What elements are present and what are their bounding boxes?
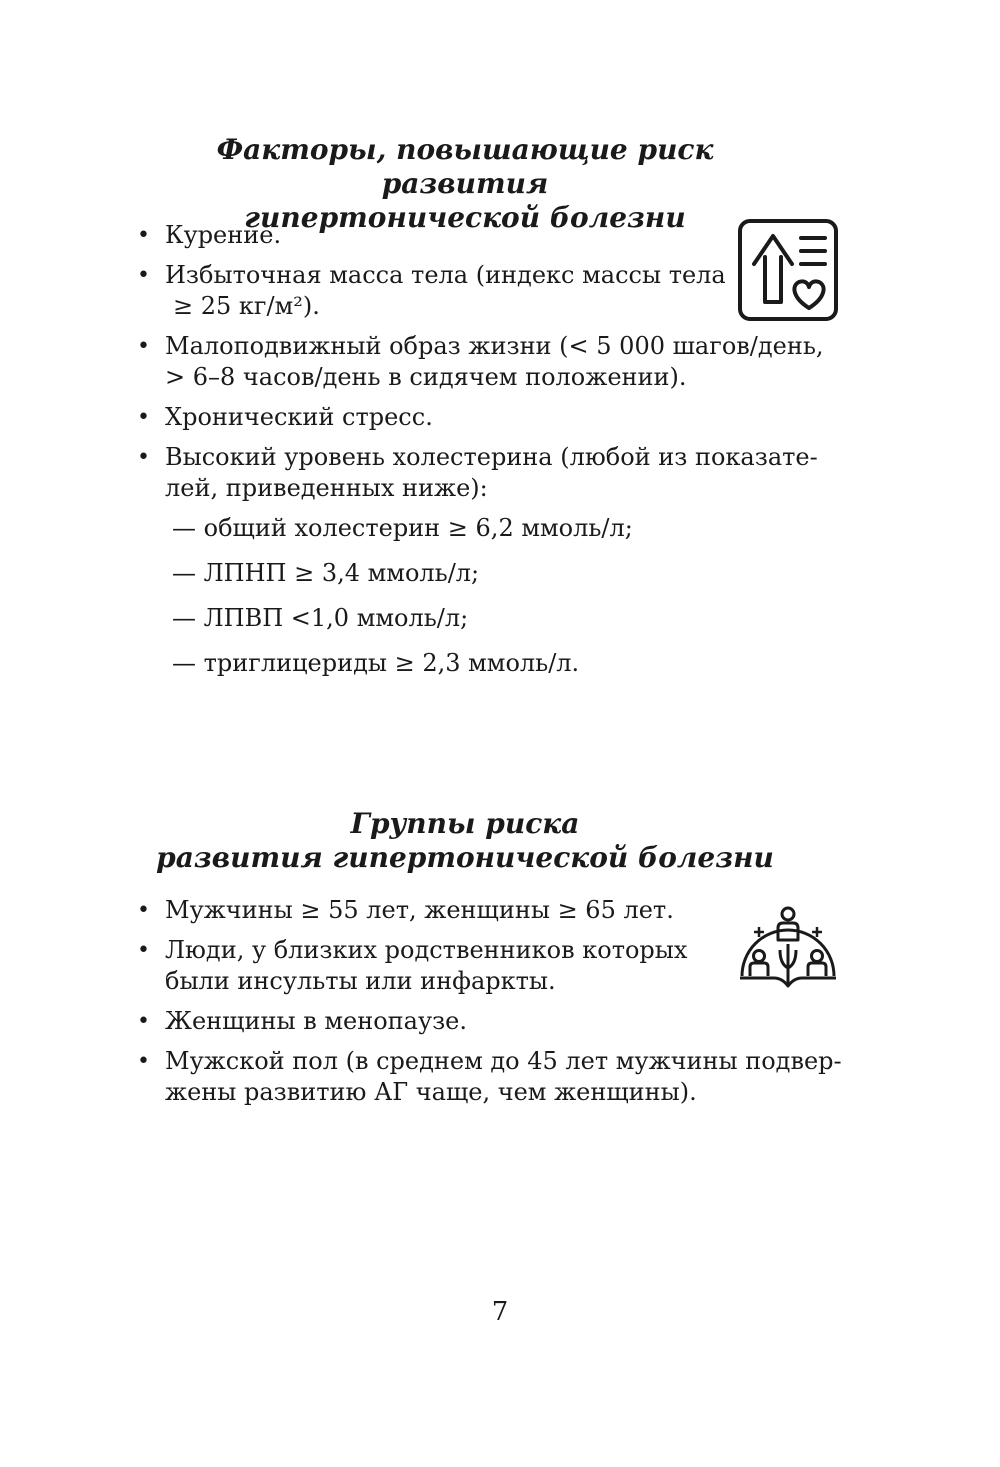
bullet: • <box>137 334 150 359</box>
section-title-risk-factors: Факторы, повышающие риск развития гипертонической болезни <box>216 133 714 234</box>
cholesterol-subitem: — триглицериды ≥ 2,3 ммоль/л. <box>172 649 580 677</box>
risk-factors-list <box>0 220 824 693</box>
bullet: • <box>137 938 150 963</box>
risk-groups-list <box>0 895 842 1117</box>
list-item: • Курение. <box>137 221 282 249</box>
cholesterol-subitem: — ЛПВП <1,0 ммоль/л; <box>172 604 469 632</box>
bullet: • <box>137 405 150 430</box>
cholesterol-subitem: — ЛПНП ≥ 3,4 ммоль/л; <box>172 559 480 587</box>
list-item: • Женщины в менопаузе. <box>137 1007 468 1035</box>
arrow-up-heart-list-icon <box>737 218 839 322</box>
page-number: 7 <box>491 1297 509 1327</box>
list-item: • Люди, у близких родственников которых были инсульты или инфаркты. <box>137 936 688 995</box>
bullet: • <box>137 445 150 470</box>
section-title-risk-groups: Группы риска развития гипертонической болезни <box>156 807 774 874</box>
list-item: • Хронический стресс. <box>137 403 433 431</box>
cholesterol-subitem: — общий холестерин ≥ 6,2 ммоль/л; <box>172 514 633 542</box>
list-item: • Избыточная масса тела (индекс массы тела ≥ 25 кг/м²). <box>137 261 726 320</box>
bullet: • <box>137 223 150 248</box>
bullet: • <box>137 1049 150 1074</box>
family-tree-icon <box>734 898 842 998</box>
list-item: • Мужской пол (в среднем до 45 лет мужчины подвер- жены развитию АГ чаще, чем женщины). <box>137 1047 842 1106</box>
bullet: • <box>137 263 150 288</box>
list-item: • Высокий уровень холестерина (любой из показате- лей, приведенных ниже): <box>137 443 818 502</box>
list-item: • Малоподвижный образ жизни (< 5 000 шагов/день, > 6–8 часов/день в сидячем положении). <box>137 332 824 391</box>
bullet: • <box>137 1009 150 1034</box>
bullet: • <box>137 898 150 923</box>
list-item: • Мужчины ≥ 55 лет, женщины ≥ 65 лет. <box>137 896 674 924</box>
